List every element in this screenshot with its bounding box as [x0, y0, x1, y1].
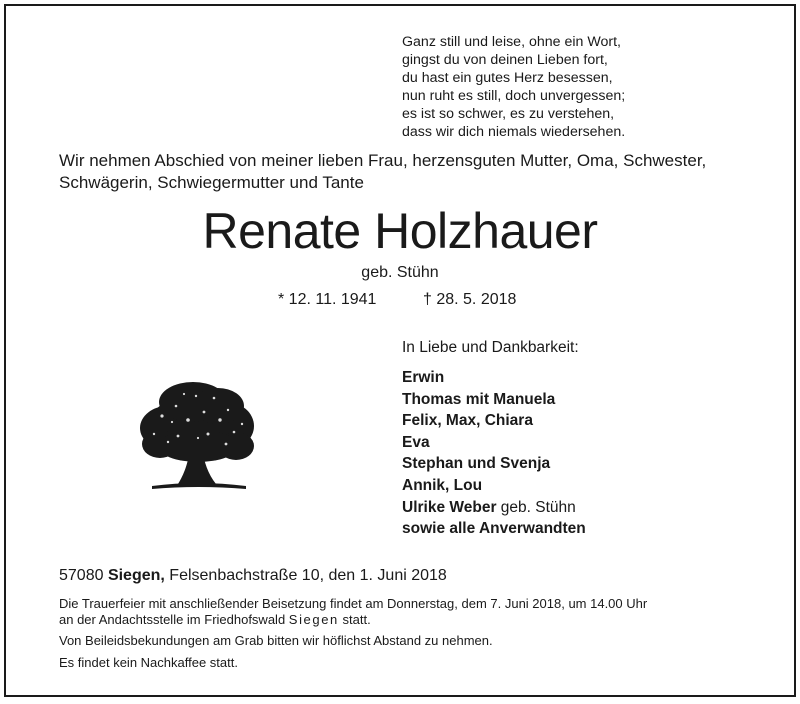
poem [402, 33, 625, 142]
intro-line: Schwägerin, Schwiegermutter und Tante [59, 172, 364, 192]
funeral-notes [59, 596, 779, 671]
poem-line: es ist so schwer, es zu verstehen, [402, 106, 615, 123]
poem-line: nun ruht es still, doch unvergessen; [402, 88, 626, 105]
mourner-name: Felix, Max, Chiara [402, 412, 533, 430]
life-dates [278, 290, 517, 310]
death-date: † 28. 5. 2018 [423, 291, 517, 308]
poem-line: du hast ein gutes Herz besessen, [402, 70, 613, 87]
birth-date: * 12. 11. 1941 [278, 291, 377, 308]
mourner-name: Ulrike Weber [402, 498, 497, 516]
funeral-location-prefix: an der Andachtsstelle im Friedhofswald [59, 612, 289, 628]
mourner-maiden-name: geb. Stühn [496, 498, 576, 516]
funeral-info-line [59, 612, 779, 628]
funeral-location-suffix: statt. [338, 612, 371, 628]
mourner-name: Erwin [402, 369, 445, 386]
mourners-list [402, 367, 586, 540]
address-line [59, 566, 447, 586]
farewell-intro [59, 150, 706, 193]
mourners-heading: In Liebe und Dankbarkeit: [402, 339, 579, 356]
mourner-name: Eva [402, 433, 430, 451]
poem-line: gingst du von deinen Lieben fort, [402, 52, 608, 69]
intro-line: Wir nehmen Abschied von meiner lieben Frau, herzensguten Mutter, Oma, Schwester, [59, 151, 707, 170]
notice-frame [4, 4, 796, 697]
poem-line: Ganz still und leise, ohne ein Wort, [402, 34, 621, 50]
postcode: 57080 [59, 567, 108, 584]
coffee-note: Es findet kein Nachkaffee statt. [59, 654, 238, 670]
mourners-closing: sowie alle Anverwandten [402, 520, 586, 538]
mourner-name: Stephan und Svenja [402, 455, 551, 473]
city: Siegen, [107, 567, 165, 584]
condolence-note: Von Beileidsbekundungen am Grab bitten wir höflichst Abstand zu nehmen. [59, 633, 493, 649]
funeral-info-line: Die Trauerfeier mit anschließender Beisetzung findet am Donnerstag, dem 7. Juni 2018, um 14.00 Uhr [59, 596, 648, 611]
maiden-name: geb. Stühn [361, 264, 439, 281]
street-and-date: Felsenbachstraße 10, den 1. Juni 2018 [164, 567, 447, 584]
mourner-ulrike [402, 497, 586, 519]
funeral-location-city: Siegen [288, 612, 339, 628]
deceased-name: Renate Holzhauer [202, 203, 598, 259]
mourner-name: Annik, Lou [402, 476, 483, 494]
poem-line: dass wir dich niemals wiedersehen. [402, 124, 626, 141]
tree-illustration [138, 376, 256, 492]
mourner-name: Thomas mit Manuela [402, 390, 556, 408]
